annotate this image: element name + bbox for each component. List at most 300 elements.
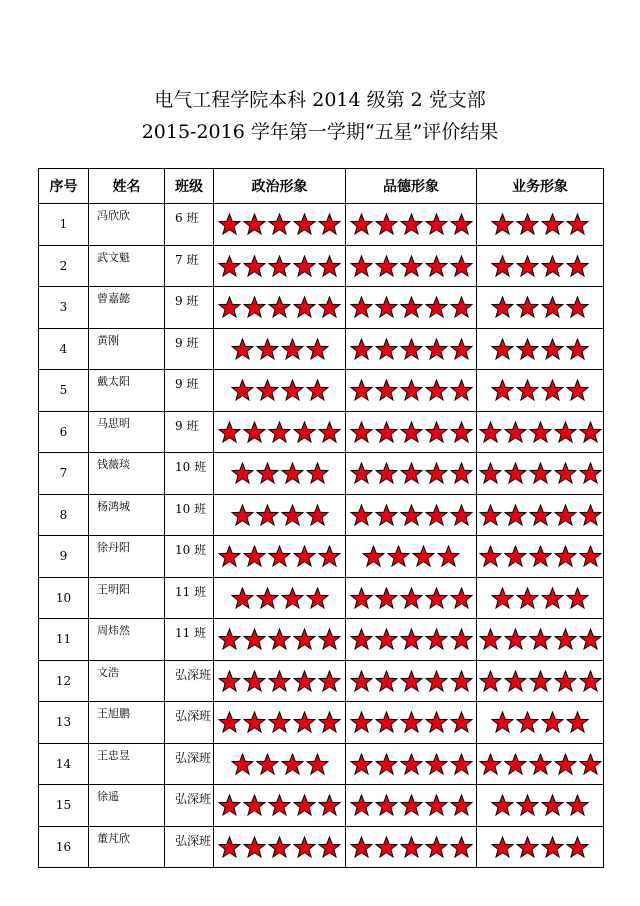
star-icon [400, 794, 423, 816]
document-title-line2: 2015-2016 学年第一学期“五星”评价结果 [141, 121, 499, 143]
star-icon [450, 379, 473, 401]
star-icon [318, 545, 341, 567]
star-icon [306, 504, 329, 526]
class-cell [165, 619, 214, 661]
star-icon [450, 296, 473, 318]
business-rating [477, 370, 604, 412]
table-row [39, 536, 604, 578]
star-icon [375, 753, 398, 775]
star-icon [425, 338, 448, 360]
star-icon [400, 753, 423, 775]
star-icon [541, 213, 564, 235]
star-icon [318, 213, 341, 235]
business-rating [477, 660, 604, 702]
class-cell [165, 826, 214, 868]
star-icon [450, 836, 473, 858]
class-name: 9 班 [175, 294, 199, 308]
business-rating [477, 453, 604, 495]
star-icon [504, 670, 527, 692]
student-name: 王忠昱 [89, 743, 165, 785]
star-icon [218, 711, 241, 733]
star-icon [293, 794, 316, 816]
class-name: 弘深班 [175, 709, 212, 723]
star-icon [268, 296, 291, 318]
star-icon [306, 379, 329, 401]
table-row [39, 826, 604, 868]
header-business-image: 业务形象 [477, 169, 604, 204]
star-icon [268, 836, 291, 858]
star-icon [504, 753, 527, 775]
class-cell [165, 536, 214, 578]
header-class: 班级 [165, 169, 214, 204]
student-name: 冯欣欣 [89, 204, 165, 246]
star-icon [529, 628, 552, 650]
star-icon [579, 753, 602, 775]
class-cell [165, 411, 214, 453]
political-rating [214, 245, 346, 287]
star-icon [268, 794, 291, 816]
table-row [39, 328, 604, 370]
moral-rating [346, 370, 477, 412]
star-icon [350, 670, 373, 692]
star-icon [268, 670, 291, 692]
star-icon [566, 711, 589, 733]
star-icon [504, 462, 527, 484]
student-name: 徐遥 [89, 785, 165, 827]
row-number: 10 [39, 577, 89, 619]
class-name: 弘深班 [175, 667, 212, 682]
star-icon [504, 504, 527, 526]
business-rating [477, 494, 604, 536]
table-row [39, 743, 604, 785]
star-icon [425, 296, 448, 318]
star-icon [293, 255, 316, 277]
star-icon [579, 504, 602, 526]
star-icon [450, 338, 473, 360]
star-icon [566, 836, 589, 858]
class-cell [165, 245, 214, 287]
star-icon [425, 711, 448, 733]
star-icon [350, 794, 373, 816]
political-rating [214, 328, 346, 370]
star-icon [231, 587, 254, 609]
star-icon [479, 628, 502, 650]
star-icon [400, 421, 423, 443]
star-icon [554, 545, 577, 567]
star-icon [387, 545, 410, 567]
star-icon [293, 628, 316, 650]
star-icon [450, 628, 473, 650]
student-name: 戴太阳 [89, 370, 165, 412]
political-rating [214, 453, 346, 495]
star-icon [318, 296, 341, 318]
star-icon [293, 836, 316, 858]
star-icon [243, 255, 266, 277]
star-icon [293, 545, 316, 567]
star-icon [268, 213, 291, 235]
star-icon [554, 670, 577, 692]
star-icon [504, 628, 527, 650]
star-icon [243, 836, 266, 858]
class-name: 10 班 [175, 543, 207, 557]
political-rating [214, 702, 346, 744]
table-row [39, 785, 604, 827]
star-icon [541, 338, 564, 360]
star-icon [318, 255, 341, 277]
star-icon [243, 296, 266, 318]
table-header-row [39, 169, 604, 204]
moral-rating [346, 536, 477, 578]
table-row [39, 287, 604, 329]
star-icon [400, 504, 423, 526]
table-row [39, 411, 604, 453]
header-number: 序号 [39, 169, 89, 204]
star-icon [400, 670, 423, 692]
star-icon [281, 504, 304, 526]
row-number: 14 [39, 743, 89, 785]
star-icon [293, 296, 316, 318]
political-rating [214, 494, 346, 536]
business-rating [477, 826, 604, 868]
business-rating [477, 577, 604, 619]
star-icon [268, 255, 291, 277]
star-icon [218, 213, 241, 235]
star-icon [375, 296, 398, 318]
moral-rating [346, 702, 477, 744]
star-icon [318, 421, 341, 443]
star-icon [256, 379, 279, 401]
table-row [39, 245, 604, 287]
star-icon [256, 753, 279, 775]
class-name: 10 班 [175, 460, 207, 474]
star-icon [491, 255, 514, 277]
star-icon [400, 213, 423, 235]
student-name: 徐丹阳 [89, 536, 165, 578]
star-icon [375, 836, 398, 858]
evaluation-table [38, 168, 604, 868]
star-icon [412, 545, 435, 567]
star-icon [362, 545, 385, 567]
star-icon [256, 587, 279, 609]
star-icon [218, 545, 241, 567]
star-icon [554, 421, 577, 443]
star-icon [541, 587, 564, 609]
star-icon [306, 753, 329, 775]
star-icon [425, 628, 448, 650]
row-number: 2 [39, 245, 89, 287]
star-icon [318, 836, 341, 858]
star-icon [504, 421, 527, 443]
row-number: 4 [39, 328, 89, 370]
star-icon [400, 338, 423, 360]
star-icon [479, 670, 502, 692]
table-row [39, 204, 604, 246]
row-number: 6 [39, 411, 89, 453]
political-rating [214, 743, 346, 785]
business-rating [477, 411, 604, 453]
star-icon [554, 628, 577, 650]
business-rating [477, 328, 604, 370]
star-icon [243, 711, 266, 733]
star-icon [306, 587, 329, 609]
star-icon [425, 836, 448, 858]
star-icon [529, 462, 552, 484]
star-icon [218, 255, 241, 277]
header-moral-image: 品德形象 [346, 169, 477, 204]
star-icon [281, 587, 304, 609]
star-icon [218, 836, 241, 858]
business-rating [477, 287, 604, 329]
star-icon [579, 545, 602, 567]
row-number: 5 [39, 370, 89, 412]
star-icon [425, 462, 448, 484]
student-name: 马思明 [89, 411, 165, 453]
header-name: 姓名 [89, 169, 165, 204]
student-name: 黄刚 [89, 328, 165, 370]
business-rating [477, 702, 604, 744]
class-name: 11 班 [175, 626, 207, 640]
star-icon [318, 628, 341, 650]
moral-rating [346, 494, 477, 536]
star-icon [450, 462, 473, 484]
star-icon [491, 379, 514, 401]
row-number: 1 [39, 204, 89, 246]
star-icon [375, 462, 398, 484]
class-name: 6 班 [175, 211, 199, 225]
class-cell [165, 328, 214, 370]
star-icon [231, 379, 254, 401]
star-icon [268, 628, 291, 650]
business-rating [477, 785, 604, 827]
star-icon [318, 794, 341, 816]
star-icon [425, 255, 448, 277]
class-cell [165, 370, 214, 412]
political-rating [214, 785, 346, 827]
star-icon [541, 379, 564, 401]
star-icon [541, 836, 564, 858]
moral-rating [346, 453, 477, 495]
class-cell [165, 702, 214, 744]
star-icon [375, 587, 398, 609]
class-name: 弘深班 [175, 792, 212, 806]
row-number: 3 [39, 287, 89, 329]
star-icon [529, 545, 552, 567]
star-icon [566, 587, 589, 609]
class-cell [165, 204, 214, 246]
star-icon [450, 421, 473, 443]
star-icon [293, 670, 316, 692]
star-icon [425, 504, 448, 526]
star-icon [450, 213, 473, 235]
class-cell [165, 577, 214, 619]
star-icon [516, 711, 539, 733]
star-icon [516, 379, 539, 401]
row-number: 12 [39, 660, 89, 702]
star-icon [375, 628, 398, 650]
star-icon [350, 255, 373, 277]
star-icon [375, 338, 398, 360]
star-icon [529, 504, 552, 526]
star-icon [375, 213, 398, 235]
star-icon [268, 711, 291, 733]
star-icon [491, 711, 514, 733]
star-icon [479, 421, 502, 443]
star-icon [350, 587, 373, 609]
star-icon [554, 504, 577, 526]
class-cell [165, 494, 214, 536]
political-rating [214, 619, 346, 661]
star-icon [375, 255, 398, 277]
star-icon [437, 545, 460, 567]
star-icon [256, 338, 279, 360]
star-icon [579, 462, 602, 484]
moral-rating [346, 619, 477, 661]
star-icon [491, 213, 514, 235]
star-icon [425, 753, 448, 775]
star-icon [350, 462, 373, 484]
star-icon [479, 753, 502, 775]
student-name: 王旭鹏 [89, 702, 165, 744]
student-name: 武文魁 [89, 245, 165, 287]
star-icon [400, 836, 423, 858]
class-name: 10 班 [175, 501, 207, 516]
class-name: 弘深班 [175, 833, 212, 848]
star-icon [479, 462, 502, 484]
star-icon [268, 421, 291, 443]
star-icon [450, 255, 473, 277]
star-icon [243, 670, 266, 692]
student-name: 王明阳 [89, 577, 165, 619]
political-rating [214, 536, 346, 578]
star-icon [218, 421, 241, 443]
star-icon [541, 296, 564, 318]
star-icon [425, 670, 448, 692]
row-number: 15 [39, 785, 89, 827]
student-name: 钱薇琰 [89, 453, 165, 495]
moral-rating [346, 204, 477, 246]
table-row [39, 577, 604, 619]
star-icon [491, 338, 514, 360]
table-row [39, 619, 604, 661]
moral-rating [346, 328, 477, 370]
row-number: 8 [39, 494, 89, 536]
star-icon [306, 338, 329, 360]
star-icon [243, 628, 266, 650]
star-icon [375, 504, 398, 526]
class-cell [165, 660, 214, 702]
moral-rating [346, 743, 477, 785]
star-icon [566, 794, 589, 816]
star-icon [268, 545, 291, 567]
star-icon [579, 421, 602, 443]
star-icon [350, 753, 373, 775]
star-icon [491, 296, 514, 318]
star-icon [231, 338, 254, 360]
moral-rating [346, 411, 477, 453]
star-icon [479, 504, 502, 526]
star-icon [400, 296, 423, 318]
class-name: 9 班 [175, 335, 199, 350]
row-number: 16 [39, 826, 89, 868]
star-icon [350, 836, 373, 858]
star-icon [504, 545, 527, 567]
star-icon [566, 296, 589, 318]
star-icon [243, 794, 266, 816]
star-icon [243, 421, 266, 443]
star-icon [516, 794, 539, 816]
star-icon [400, 255, 423, 277]
star-icon [491, 836, 514, 858]
star-icon [450, 711, 473, 733]
star-icon [350, 379, 373, 401]
business-rating [477, 245, 604, 287]
star-icon [579, 670, 602, 692]
moral-rating [346, 287, 477, 329]
student-name: 曾嘉懿 [89, 287, 165, 329]
political-rating [214, 577, 346, 619]
star-icon [425, 587, 448, 609]
star-icon [375, 670, 398, 692]
class-cell [165, 785, 214, 827]
star-icon [243, 213, 266, 235]
row-number: 9 [39, 536, 89, 578]
star-icon [231, 504, 254, 526]
star-icon [293, 213, 316, 235]
star-icon [566, 213, 589, 235]
star-icon [450, 670, 473, 692]
political-rating [214, 370, 346, 412]
star-icon [350, 213, 373, 235]
star-icon [516, 255, 539, 277]
star-icon [306, 462, 329, 484]
table-row [39, 494, 604, 536]
star-icon [541, 255, 564, 277]
student-name: 文浩 [89, 660, 165, 702]
star-icon [375, 711, 398, 733]
star-icon [218, 794, 241, 816]
star-icon [400, 711, 423, 733]
business-rating [477, 204, 604, 246]
star-icon [554, 462, 577, 484]
star-icon [375, 794, 398, 816]
star-icon [516, 836, 539, 858]
star-icon [256, 504, 279, 526]
star-icon [293, 711, 316, 733]
star-icon [425, 379, 448, 401]
star-icon [516, 587, 539, 609]
business-rating [477, 743, 604, 785]
business-rating [477, 536, 604, 578]
star-icon [450, 753, 473, 775]
star-icon [218, 670, 241, 692]
political-rating [214, 287, 346, 329]
star-icon [218, 296, 241, 318]
row-number: 7 [39, 453, 89, 495]
star-icon [400, 462, 423, 484]
star-icon [450, 587, 473, 609]
star-icon [554, 753, 577, 775]
star-icon [375, 421, 398, 443]
table-row [39, 702, 604, 744]
star-icon [425, 213, 448, 235]
star-icon [243, 545, 266, 567]
star-icon [541, 794, 564, 816]
star-icon [566, 255, 589, 277]
star-icon [566, 379, 589, 401]
star-icon [281, 379, 304, 401]
star-icon [281, 753, 304, 775]
star-icon [566, 338, 589, 360]
